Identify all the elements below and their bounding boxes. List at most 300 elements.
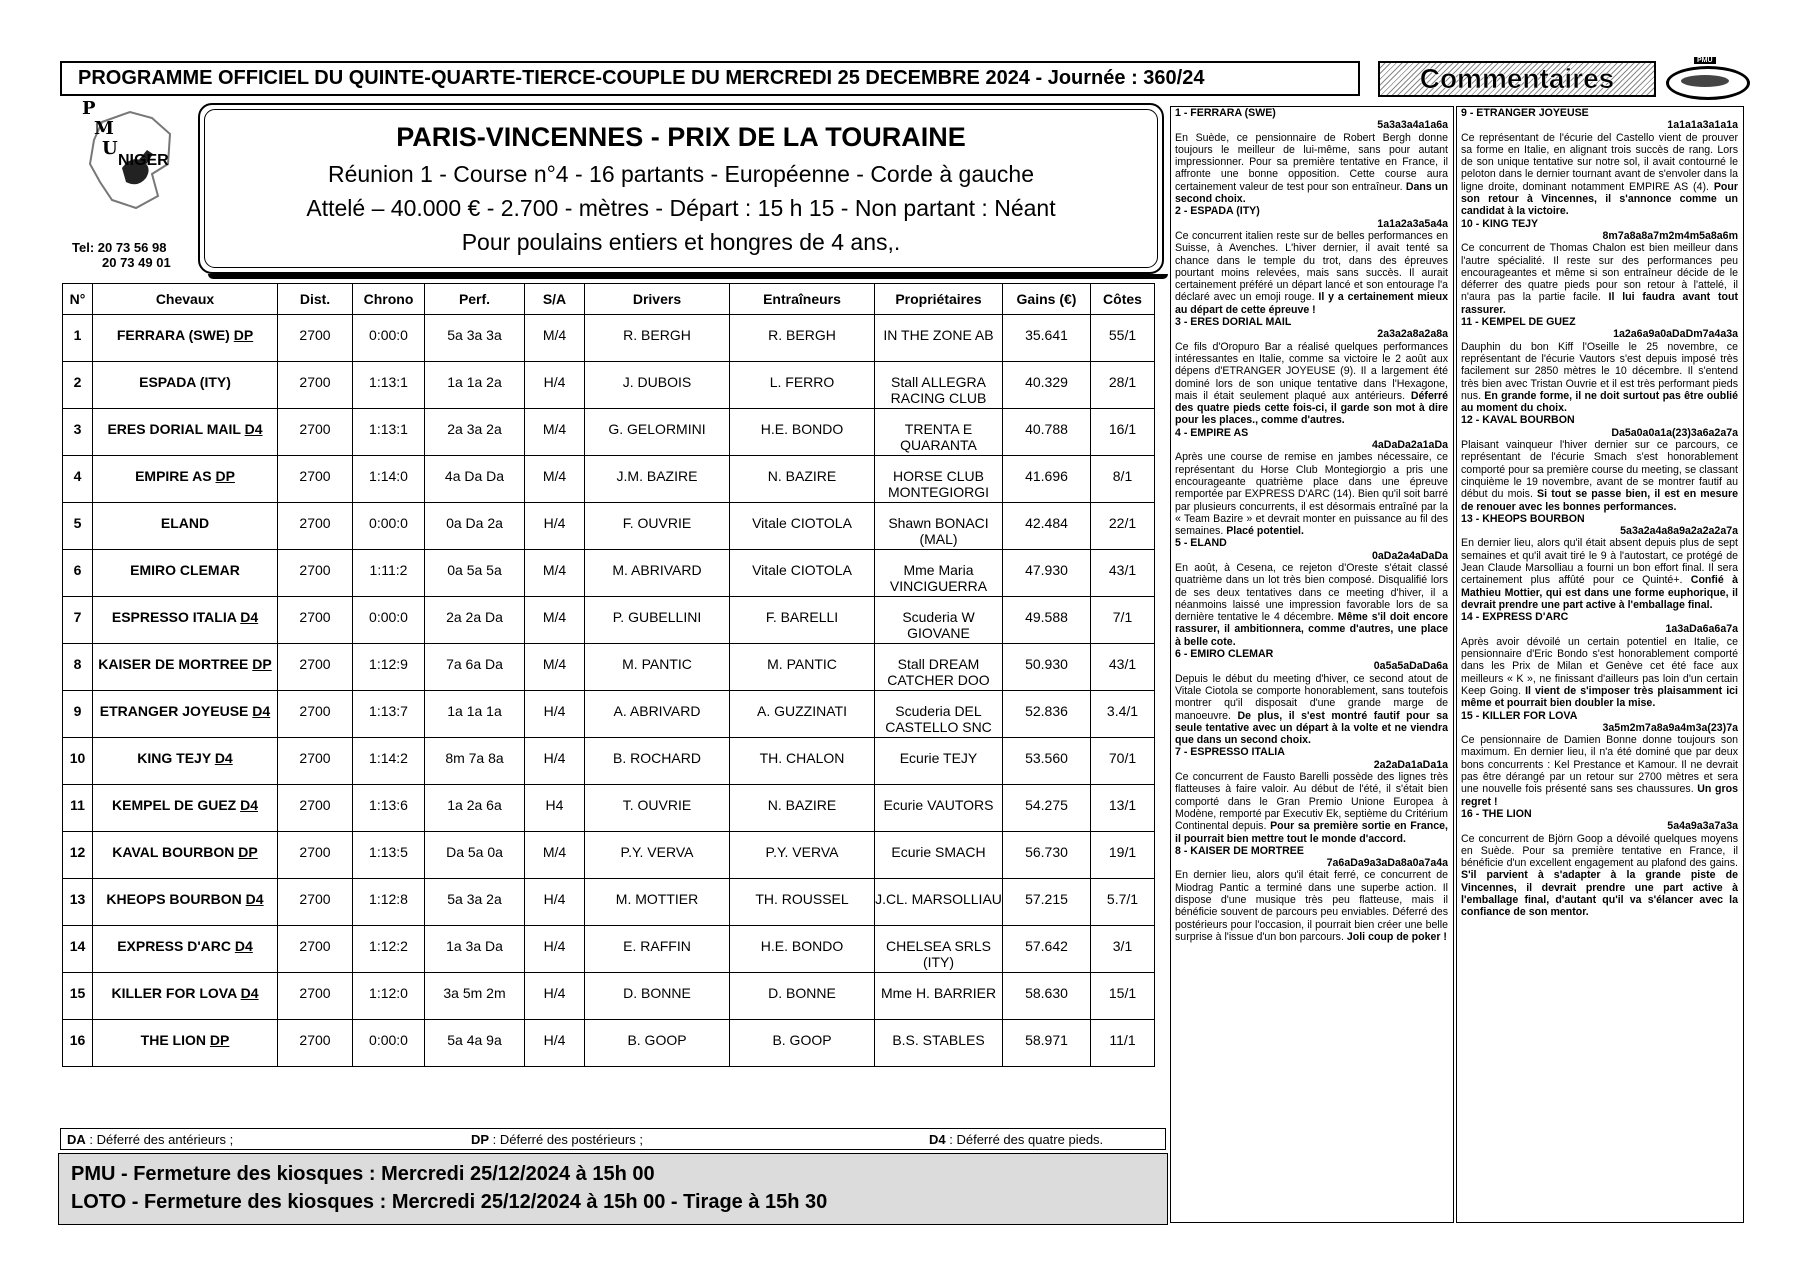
comment-form-string: 1a3aDa6a6a7a (1665, 623, 1738, 636)
horse-name: KILLER FOR LOVA D4 (93, 973, 278, 1020)
table-row (63, 738, 1155, 785)
owner: HORSE CLUB MONTEGIORGI (875, 456, 1003, 503)
driver: T. OUVRIE (585, 785, 730, 832)
gains: 58.630 (1003, 973, 1091, 1020)
runners-table (62, 283, 1155, 1067)
horse-name: ESPRESSO ITALIA D4 (93, 597, 278, 644)
chrono: 1:12:0 (353, 973, 425, 1020)
runner-number: 12 (63, 832, 93, 879)
table-row (63, 926, 1155, 973)
horse-name: ELAND (93, 503, 278, 550)
sex-age: H/4 (525, 879, 585, 926)
comment-form-string: 1a1a2a3a5a4a (1377, 217, 1448, 230)
runner-number: 14 (63, 926, 93, 973)
comment-form-string: 5a3a3a4a1a6a (1377, 119, 1448, 132)
logo-letter-u: U (102, 138, 118, 159)
comment-text: Après une course de remise en jambes nécessaire, ce représentant du Horse Club Montegiorgio a pris une encourageante quatrième place dans une épreuve remportée par EXPRESS D'ARC (14). Bien qu'il soit barré par plusieurs concurrents, il est désormais entraîné par la « Team Bazire » et devrait monter en puissance au fil des semaines. Placé potentiel. (1175, 451, 1448, 538)
gains: 50.930 (1003, 644, 1091, 691)
runner-number: 5 (63, 503, 93, 550)
col-header-performance: Perf. (425, 284, 525, 315)
odds: 16/1 (1091, 409, 1155, 456)
runner-number: 7 (63, 597, 93, 644)
distance: 2700 (278, 879, 353, 926)
chrono: 1:13:5 (353, 832, 425, 879)
performance: 1a 1a 2a (425, 362, 525, 409)
horse-name: ESPADA (ITY) (93, 362, 278, 409)
comment-text: Ce concurrent de Fausto Barelli possède des lignes très flatteuses à faire valoir. Au début de l'été, il s'était bien comporté dans le Gran Premio Unione Europea à Modène, remporté par Executiv Ek, septième du Critérium Continental depuis. Pour sa première sortie en France, il pourrait bien mettre tout le monde d'accord. (1175, 771, 1448, 845)
race-details-line-1: Réunion 1 - Course n°4 - 16 partants - Européenne - Corde à gauche (327, 161, 1034, 187)
col-header-drivers: Drivers (585, 284, 730, 315)
table-row (63, 1020, 1155, 1067)
distance: 2700 (278, 973, 353, 1020)
col-header-distance: Dist. (278, 284, 353, 315)
comment-form-string: 7a6aDa9a3aDa8a0a7a4a (1326, 857, 1448, 870)
runner-number: 11 (63, 785, 93, 832)
col-header-sex-age: S/A (525, 284, 585, 315)
table-row (63, 597, 1155, 644)
col-header-horses: Chevaux (93, 284, 278, 315)
odds: 3.4/1 (1091, 691, 1155, 738)
comment-heading: 12 - KAVAL BOURBON (1461, 414, 1575, 427)
trainer: F. BARELLI (730, 597, 875, 644)
program-title-bar (60, 61, 1360, 96)
gains: 52.836 (1003, 691, 1091, 738)
trainer: R. BERGH (730, 315, 875, 362)
odds: 15/1 (1091, 973, 1155, 1020)
comment-text: En dernier lieu, alors qu'il était absent depuis plus de sept semaines et qu'il avait tiré le 9 à l'autostart, ce protégé de Jean Claude Marsolliau a fourni un bon effort final. Il sera certainement plus affûté pour ce Quinté+. Confié à Mathieu Mottier, qui est dans une forme euphorique, il devrait prendre une part active à l'emballage final. (1461, 537, 1738, 611)
pmu-badge: PMU (1694, 57, 1716, 64)
sex-age: H4 (525, 785, 585, 832)
comment-entry (1175, 845, 1448, 943)
comment-heading: 8 - KAISER DE MORTREE (1175, 844, 1304, 857)
gains: 35.641 (1003, 315, 1091, 362)
chrono: 1:14:2 (353, 738, 425, 785)
comment-form-string: 1a1a1a3a1a1a (1667, 119, 1738, 132)
owner: Ecurie TEJY (875, 738, 1003, 785)
performance: 1a 3a Da (425, 926, 525, 973)
driver: M. MOTTIER (585, 879, 730, 926)
gains: 40.329 (1003, 362, 1091, 409)
shoeing-tag: DP (238, 844, 258, 860)
distance: 2700 (278, 550, 353, 597)
performance: 2a 3a 2a (425, 409, 525, 456)
chrono: 0:00:0 (353, 597, 425, 644)
owner: Mme Maria VINCIGUERRA (875, 550, 1003, 597)
comment-text: Ce pensionnaire de Damien Bonne donne toujours son maximum. En dernier lieu, il n'a été dominé que par deux bons concurrents : Kel Prestance et Kamour. Il ne devrait pas être dérangé par un retour sur 2700 mètres et sera une nouvelle fois présenté sans ses chaussures. Un gros regret ! (1461, 734, 1738, 808)
horse-name: KAISER DE MORTREE DP (93, 644, 278, 691)
owner: Scuderia W GIOVANE (875, 597, 1003, 644)
distance: 2700 (278, 926, 353, 973)
chrono: 1:13:1 (353, 409, 425, 456)
odds: 3/1 (1091, 926, 1155, 973)
comment-text: Ce fils d'Oropuro Bar a réalisé quelques performances intéressantes en Italie, comme sa victoire le 2 août aux dépens d'ETRANGER JOYEUSE (9). Il a largement été dominé lors de son unique tentative dans l'Hexagone, mais il était seulement plaqué aux antérieurs. Déferré des quatre pieds cette fois-ci, il garde son mot à dire pour les places., comme d'autres. (1175, 340, 1448, 427)
comment-form-string: 2a3a2a8a2a8a (1377, 328, 1448, 341)
performance: 5a 3a 2a (425, 879, 525, 926)
driver: P.Y. VERVA (585, 832, 730, 879)
comment-heading: 5 - ELAND (1175, 537, 1227, 550)
race-conditions: Pour poulains entiers et hongres de 4 ans,. (461, 229, 901, 255)
comment-entry (1461, 808, 1738, 919)
runner-number: 16 (63, 1020, 93, 1067)
sex-age: H/4 (525, 503, 585, 550)
comment-heading: 14 - EXPRESS D'ARC (1461, 611, 1569, 624)
sex-age: M/4 (525, 409, 585, 456)
chrono: 1:12:9 (353, 644, 425, 691)
distance: 2700 (278, 832, 353, 879)
distance: 2700 (278, 456, 353, 503)
sex-age: M/4 (525, 597, 585, 644)
comment-heading: 4 - EMPIRE AS (1175, 426, 1249, 439)
trainer: Vitale CIOTOLA (730, 550, 875, 597)
horse-name: THE LION DP (93, 1020, 278, 1067)
gains: 40.788 (1003, 409, 1091, 456)
trainer: L. FERRO (730, 362, 875, 409)
comments-header (1378, 61, 1656, 97)
runner-number: 6 (63, 550, 93, 597)
col-header-trainers: Entraîneurs (730, 284, 875, 315)
driver: A. ABRIVARD (585, 691, 730, 738)
driver: F. OUVRIE (585, 503, 730, 550)
comment-entry (1461, 513, 1738, 611)
trainer: TH. CHALON (730, 738, 875, 785)
comment-form-string: 1a2a6a9a0aDaDm7a4a3a (1613, 328, 1738, 341)
runner-number: 10 (63, 738, 93, 785)
comment-entry (1461, 107, 1738, 218)
driver: B. GOOP (585, 1020, 730, 1067)
telephone-2: 20 73 49 01 (102, 255, 171, 270)
owner: Shawn BONACI (MAL) (875, 503, 1003, 550)
trainer: N. BAZIRE (730, 456, 875, 503)
performance: 8m 7a 8a (425, 738, 525, 785)
owner: CHELSEA SRLS (ITY) (875, 926, 1003, 973)
comment-heading: 15 - KILLER FOR LOVA (1461, 709, 1578, 722)
race-info-box (198, 103, 1164, 274)
horse-name: EXPRESS D'ARC D4 (93, 926, 278, 973)
horse-name: EMIRO CLEMAR (93, 550, 278, 597)
comment-text: Ce représentant de l'écurie del Castello vient de prouver sa forme en Italie, en alignant trois succès de rang. Lors de son unique tentative sur notre sol, il avait contourné le peloton dans le dernier tournant avant de s'envoler dans la ligne droite, dominant notamment EMPIRE AS (4). Pour son retour à Vincennes, il s'annonce comme un candidat à la victoire. (1461, 131, 1738, 218)
comment-form-string: 4aDaDa2a1aDa (1372, 439, 1448, 452)
col-header-odds: Côtes (1091, 284, 1155, 315)
comment-heading: 13 - KHEOPS BOURBON (1461, 512, 1585, 525)
comment-form-string: 0a5a5aDaDa6a (1373, 660, 1448, 673)
gains: 47.930 (1003, 550, 1091, 597)
comment-entry (1175, 537, 1448, 648)
comment-entry (1461, 414, 1738, 512)
chrono: 1:13:6 (353, 785, 425, 832)
sex-age: H/4 (525, 691, 585, 738)
table-row (63, 785, 1155, 832)
gains: 53.560 (1003, 738, 1091, 785)
table-row (63, 503, 1155, 550)
odds: 5.7/1 (1091, 879, 1155, 926)
shoeing-tag: D4 (244, 421, 263, 437)
shoeing-tag: D4 (252, 703, 271, 719)
program-title: PROGRAMME OFFICIEL DU QUINTE-QUARTE-TIERCE-COUPLE DU MERCREDI 25 DECEMBRE 2024 - Journée : 360/24 (78, 67, 1205, 89)
shoeing-tag: DP (209, 1032, 230, 1048)
shoeing-tag: D4 (240, 609, 259, 625)
runner-number: 4 (63, 456, 93, 503)
gains: 41.696 (1003, 456, 1091, 503)
col-header-owners: Propriétaires (875, 284, 1003, 315)
trainer: B. GOOP (730, 1020, 875, 1067)
shoeing-tag: D4 (240, 985, 259, 1001)
shoeing-tag: D4 (240, 797, 258, 813)
comment-entry (1175, 427, 1448, 538)
sex-age: H/4 (525, 926, 585, 973)
runner-number: 2 (63, 362, 93, 409)
col-header-gains: Gains (€) (1003, 284, 1091, 315)
sex-age: M/4 (525, 315, 585, 362)
comment-entry (1175, 746, 1448, 844)
owner: IN THE ZONE AB (875, 315, 1003, 362)
table-row (63, 832, 1155, 879)
odds: 8/1 (1091, 456, 1155, 503)
logo-letter-m: M (94, 118, 114, 139)
odds: 43/1 (1091, 644, 1155, 691)
race-details-line-2: Attelé – 40.000 € - 2.700 - mètres - Départ : 15 h 15 - Non partant : Néant (306, 195, 1056, 221)
comment-text: Ce concurrent de Björn Goop a dévoilé quelques moyens en Suède. Pour sa première tentative en France, il bénéficie d'un excellent engagement au plafond des gains. S'il parvient à s'adapter à la grande piste de Vincennes, il devrait prendre une part active à l'emballage final, d'autant qu'il va s'élancer avec la confiance de son mentor. (1461, 832, 1738, 919)
logo-letter-p: P (82, 98, 96, 119)
chrono: 0:00:0 (353, 503, 425, 550)
runner-number: 9 (63, 691, 93, 738)
driver: M. ABRIVARD (585, 550, 730, 597)
comment-entry (1461, 611, 1738, 709)
distance: 2700 (278, 785, 353, 832)
comment-heading: 3 - ERES DORIAL MAIL (1175, 316, 1292, 329)
driver: J.M. BAZIRE (585, 456, 730, 503)
trainer: Vitale CIOTOLA (730, 503, 875, 550)
chrono: 1:13:7 (353, 691, 425, 738)
gains: 54.275 (1003, 785, 1091, 832)
horse-name: KEMPEL DE GUEZ D4 (93, 785, 278, 832)
trainer: H.E. BONDO (730, 926, 875, 973)
comment-text: En dernier lieu, alors qu'il était ferré, ce concurrent de Miodrag Pantic a terminé dans une superbe action. Il dispose d'une musique très peu flatteuse, mais il bénéficie souvent de parcours peu enviables. Déferré des postérieurs pour l'occasion, il pourrait bien créer une belle surprise à l'issue d'un bon parcours. Joli coup de poker ! (1175, 869, 1448, 943)
trainer: D. BONNE (730, 973, 875, 1020)
odds: 43/1 (1091, 550, 1155, 597)
table-row (63, 550, 1155, 597)
owner: Mme H. BARRIER (875, 973, 1003, 1020)
distance: 2700 (278, 738, 353, 785)
legend-d4: D4 : Déferré des quatre pieds. (929, 1132, 1104, 1147)
comment-entry (1175, 107, 1448, 205)
legend-dp: DP : Déferré des postérieurs ; (471, 1132, 643, 1147)
odds: 11/1 (1091, 1020, 1155, 1067)
logo-niger-text: NIGER (118, 152, 169, 169)
chrono: 1:12:2 (353, 926, 425, 973)
trainer: H.E. BONDO (730, 409, 875, 456)
gains: 56.730 (1003, 832, 1091, 879)
odds: 70/1 (1091, 738, 1155, 785)
runner-number: 13 (63, 879, 93, 926)
performance: Da 5a 0a (425, 832, 525, 879)
performance: 7a 6a Da (425, 644, 525, 691)
table-row (63, 879, 1155, 926)
driver: B. ROCHARD (585, 738, 730, 785)
owner: Scuderia DEL CASTELLO SNC (875, 691, 1003, 738)
comment-entry (1175, 205, 1448, 316)
comment-form-string: 5a3a2a4a8a9a2a2a2a7a (1620, 525, 1738, 538)
trainer: N. BAZIRE (730, 785, 875, 832)
horse-name: KAVAL BOURBON DP (93, 832, 278, 879)
chrono: 1:14:0 (353, 456, 425, 503)
comment-entry (1461, 218, 1738, 316)
comment-form-string: 2a2aDa1aDa1a (1373, 758, 1448, 771)
performance: 2a 2a Da (425, 597, 525, 644)
horse-name: ERES DORIAL MAIL D4 (93, 409, 278, 456)
shoeing-legend (60, 1128, 1166, 1150)
chrono: 1:11:2 (353, 550, 425, 597)
odds: 7/1 (1091, 597, 1155, 644)
table-row (63, 362, 1155, 409)
owner: Stall ALLEGRA RACING CLUB (875, 362, 1003, 409)
comments-column-2 (1456, 106, 1744, 1223)
comment-form-string: 0aDa2a4aDaDa (1372, 549, 1448, 562)
distance: 2700 (278, 503, 353, 550)
comment-text: Ce concurrent italien reste sur de belles performances en Suisse, à Avenches. L'hiver dernier, il avait tenté sa chance dans le temple du trot, dans des épreuves pourtant moins relevées, mais sans succès. Il aurait certainement préféré un départ lancé et son entourage l'a déclaré avec un emoji rouge. Il y a certainement mieux au départ de cette épreuve ! (1175, 229, 1448, 316)
table-row (63, 409, 1155, 456)
pmu-closing-time: PMU - Fermeture des kiosques : Mercredi 25/12/2024 à 15h 00 (71, 1163, 655, 1185)
performance: 0a 5a 5a (425, 550, 525, 597)
comment-text: Plaisant vainqueur l'hiver dernier sur ce parcours, ce représentant de l'écurie Smach s'est honorablement comporté pour sa première course du meeting, se classant cinquième le 19 novembre, avant de se montrer fautif au début du mois. Si tout se passe bien, il est en mesure de renouer avec les bonnes performances. (1461, 439, 1738, 513)
table-header-row (63, 284, 1155, 315)
comment-heading: 2 - ESPADA (ITY) (1175, 205, 1260, 218)
sex-age: M/4 (525, 644, 585, 691)
closing-times-box (58, 1153, 1168, 1225)
driver: M. PANTIC (585, 644, 730, 691)
shoeing-tag: DP (215, 468, 235, 484)
comment-form-string: 5a4a9a3a7a3a (1667, 820, 1738, 833)
driver: J. DUBOIS (585, 362, 730, 409)
telephone-1: Tel: 20 73 56 98 (72, 240, 167, 255)
trainer: P.Y. VERVA (730, 832, 875, 879)
odds: 13/1 (1091, 785, 1155, 832)
comment-heading: 10 - KING TEJY (1461, 217, 1539, 230)
shoeing-tag: D4 (245, 891, 264, 907)
owner: TRENTA E QUARANTA (875, 409, 1003, 456)
comment-form-string: 8m7a8a8a7m2m4m5a8a6m (1602, 229, 1738, 242)
runner-number: 15 (63, 973, 93, 1020)
odds: 28/1 (1091, 362, 1155, 409)
comment-entry (1461, 710, 1738, 808)
comment-heading: 1 - FERRARA (SWE) (1175, 107, 1276, 119)
runner-number: 8 (63, 644, 93, 691)
gains: 57.215 (1003, 879, 1091, 926)
performance: 0a Da 2a (425, 503, 525, 550)
shoeing-tag: DP (252, 656, 272, 672)
comment-heading: 6 - EMIRO CLEMAR (1175, 648, 1274, 661)
sex-age: H/4 (525, 738, 585, 785)
comment-text: En août, à Cesena, ce rejeton d'Oreste s'était classé quatrième dans un lot très bien composé. Disqualifié lors de ses deux tentatives dans ce meeting d'hiver, il a néanmoins laissé une impression favorable lors de sa dernière tentative le 4 décembre. Même s'il doit encore rassurer, il ambitionnera, comme d'autres, une place à belle cote. (1175, 561, 1448, 648)
odds: 19/1 (1091, 832, 1155, 879)
performance: 5a 3a 3a (425, 315, 525, 362)
chrono: 1:12:8 (353, 879, 425, 926)
chrono: 0:00:0 (353, 1020, 425, 1067)
comment-form-string: 3a5m2m7a8a9a4m3a(23)7a (1602, 721, 1738, 734)
distance: 2700 (278, 362, 353, 409)
sex-age: M/4 (525, 832, 585, 879)
table-row (63, 644, 1155, 691)
horse-name: ETRANGER JOYEUSE D4 (93, 691, 278, 738)
legend-da: DA : Déferré des antérieurs ; (67, 1132, 234, 1147)
gains: 42.484 (1003, 503, 1091, 550)
runner-number: 3 (63, 409, 93, 456)
chrono: 1:13:1 (353, 362, 425, 409)
loto-closing-time: LOTO - Fermeture des kiosques : Mercredi 25/12/2024 à 15h 00 - Tirage à 15h 30 (71, 1191, 828, 1213)
horse-name: EMPIRE AS DP (93, 456, 278, 503)
table-row (63, 973, 1155, 1020)
performance: 1a 2a 6a (425, 785, 525, 832)
comment-heading: 7 - ESPRESSO ITALIA (1175, 746, 1285, 759)
table-row (63, 315, 1155, 362)
sex-age: M/4 (525, 456, 585, 503)
table-row (63, 691, 1155, 738)
owner: Ecurie SMACH (875, 832, 1003, 879)
shoeing-tag: D4 (234, 938, 253, 954)
comment-heading: 11 - KEMPEL DE GUEZ (1461, 316, 1576, 329)
comment-form-string: Da5a0a0a1a(23)3a6a2a7a (1611, 426, 1738, 439)
sex-age: H/4 (525, 362, 585, 409)
owner: J.CL. MARSOLLIAU (875, 879, 1003, 926)
gains: 58.971 (1003, 1020, 1091, 1067)
performance: 1a 1a 1a (425, 691, 525, 738)
horse-name: KING TEJY D4 (93, 738, 278, 785)
sex-age: H/4 (525, 973, 585, 1020)
owner: B.S. STABLES (875, 1020, 1003, 1067)
shoeing-tag: D4 (214, 750, 233, 766)
col-header-number: N° (63, 284, 93, 315)
col-header-chrono: Chrono (353, 284, 425, 315)
comment-text: Ce concurrent de Thomas Chalon est bien meilleur dans l'autre spécialité. Il reste sur des performances peu encourageantes et même si son entraîneur décide de le déferrer des quatre pieds pour son retour à l'attelé, il n'aura pas la partie facile. Il lui faudra avant tout rassurer. (1461, 242, 1738, 316)
driver: R. BERGH (585, 315, 730, 362)
driver: E. RAFFIN (585, 926, 730, 973)
comment-text: Après avoir dévoilé un certain potentiel en Italie, ce pensionnaire d'Eric Bondo s'est honorablement comporté dans les Prix de Milan et Genève cet été face aux meilleurs « K », ne finissant d'ailleurs pas loin d'un certain Keep Going. Il vient de s'imposer très plaisamment ici même et pourrait bien doubler la mise. (1461, 635, 1739, 710)
pmu-niger-logo (68, 98, 188, 234)
comments-column-1 (1170, 106, 1454, 1223)
distance: 2700 (278, 644, 353, 691)
comments-title: Commentaires (1419, 63, 1615, 94)
chrono: 0:00:0 (353, 315, 425, 362)
horse-name: KHEOPS BOURBON D4 (93, 879, 278, 926)
race-title: PARIS-VINCENNES - PRIX DE LA TOURAINE (396, 122, 966, 152)
driver: P. GUBELLINI (585, 597, 730, 644)
distance: 2700 (278, 691, 353, 738)
sex-age: M/4 (525, 550, 585, 597)
performance: 5a 4a 9a (425, 1020, 525, 1067)
trainer: TH. ROUSSEL (730, 879, 875, 926)
performance: 3a 5m 2m (425, 973, 525, 1020)
trainer: A. GUZZINATI (730, 691, 875, 738)
driver: G. GELORMINI (585, 409, 730, 456)
odds: 22/1 (1091, 503, 1155, 550)
distance: 2700 (278, 409, 353, 456)
pmu-logo-icon (1666, 66, 1750, 100)
trainer: M. PANTIC (730, 644, 875, 691)
odds: 55/1 (1091, 315, 1155, 362)
distance: 2700 (278, 1020, 353, 1067)
comment-heading: 9 - ETRANGER JOYEUSE (1461, 107, 1589, 119)
comment-text: En Suède, ce pensionnaire de Robert Bergh donne toujours le meilleur de lui-même, sans pour autant impressionner. Pour sa première tentative en France, il affronte une bonne opposition. Cette course aura certainement valeur de test pour son entraîneur. Dans un second choix. (1175, 131, 1448, 206)
comment-entry (1461, 316, 1738, 414)
comment-heading: 16 - THE LION (1461, 807, 1532, 820)
comment-text: Depuis le début du meeting d'hiver, ce second atout de Vitale Ciotola se comporte honorablement, sans toutefois montrer qu'il disposait d'une grande marge de manoeuvre. De plus, il s'est montré fautif pour sa seule tentative avec un départ à la volte et ne viendra que dans un second choix. (1175, 672, 1448, 747)
runner-number: 1 (63, 315, 93, 362)
comment-entry (1175, 316, 1448, 427)
gains: 57.642 (1003, 926, 1091, 973)
performance: 4a Da Da (425, 456, 525, 503)
owner: Ecurie VAUTORS (875, 785, 1003, 832)
table-row (63, 456, 1155, 503)
comment-entry (1175, 648, 1448, 746)
